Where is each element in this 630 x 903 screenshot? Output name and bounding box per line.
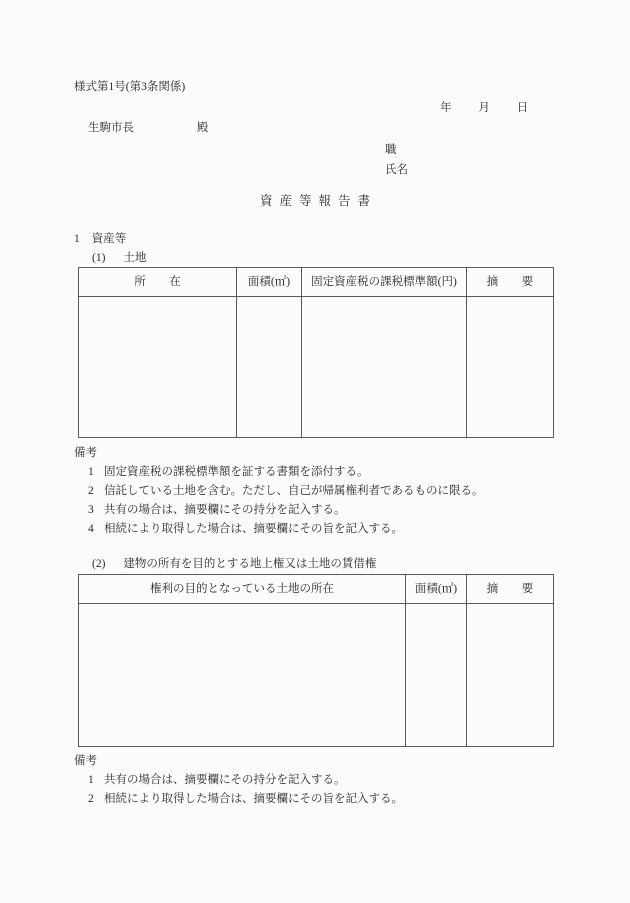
- column-header-tax-base: 固定資産税の課税標準額(円): [302, 268, 467, 297]
- subsection-label: 土地: [123, 252, 147, 264]
- remarks-list: [74, 771, 403, 809]
- column-header-remarks: 摘 要: [467, 268, 554, 297]
- subsection-heading-land: [92, 249, 146, 265]
- column-header-area: 面積(㎡): [406, 575, 467, 604]
- date-year-label: 年: [440, 102, 452, 114]
- remark-text: 信託している土地を含む。ただし、自己が帰属権利者であるものに限る。: [104, 485, 484, 497]
- table-header-row: [79, 575, 554, 604]
- rights-remarks: [74, 752, 403, 809]
- cell-tax-base[interactable]: [302, 297, 467, 438]
- rights-table: [78, 574, 554, 747]
- remarks-title: 備考: [74, 755, 97, 767]
- submitter-name-label: 氏名: [385, 164, 408, 176]
- addressee-name: 生駒市長: [88, 122, 134, 134]
- form-number: 様式第1号(第3条関係): [74, 81, 186, 93]
- list-item: [74, 790, 403, 809]
- list-item: [74, 463, 484, 482]
- column-header-right-location: 権利の目的となっている土地の所在: [79, 575, 406, 604]
- table-header-row: [79, 268, 554, 297]
- date-day-label: 日: [516, 102, 529, 114]
- addressee-honorific: 殿: [196, 122, 209, 134]
- page-title: 資産等報告書: [259, 194, 377, 208]
- remarks-list: [74, 463, 484, 539]
- remark-index: 4: [88, 523, 94, 535]
- list-item: [74, 771, 403, 790]
- remark-text: 共有の場合は、摘要欄にその持分を記入する。: [104, 774, 346, 786]
- addressee-line: [88, 119, 208, 135]
- subsection-number: (1): [92, 252, 106, 264]
- subsection-heading-rights: [92, 555, 376, 571]
- cell-location[interactable]: [79, 297, 237, 438]
- land-remarks: [74, 444, 484, 539]
- cell-area[interactable]: [237, 297, 302, 438]
- remark-text: 固定資産税の課税標準額を証する書類を添付する。: [104, 466, 369, 478]
- remark-index: 1: [88, 466, 94, 478]
- section-heading-assets: [74, 230, 126, 246]
- column-header-remarks: 摘 要: [467, 575, 554, 604]
- cell-remarks[interactable]: [467, 604, 554, 747]
- cell-remarks[interactable]: [467, 297, 554, 438]
- land-table: [78, 267, 554, 438]
- list-item: [74, 520, 484, 539]
- list-item: [74, 482, 484, 501]
- table-row: [79, 604, 554, 747]
- cell-area[interactable]: [406, 604, 467, 747]
- column-header-area: 面積(㎡): [237, 268, 302, 297]
- remark-index: 1: [88, 774, 94, 786]
- section-number: 1: [74, 233, 80, 245]
- list-item: [74, 501, 484, 520]
- section-label: 資産等: [91, 233, 127, 245]
- remark-text: 相続により取得した場合は、摘要欄にその旨を記入する。: [104, 793, 403, 805]
- date-line: [440, 99, 528, 115]
- cell-right-location[interactable]: [79, 604, 406, 747]
- subsection-number: (2): [92, 558, 106, 570]
- remark-index: 2: [88, 793, 94, 805]
- remarks-title: 備考: [74, 447, 97, 459]
- remark-index: 3: [88, 504, 94, 516]
- remark-index: 2: [88, 485, 94, 497]
- remark-text: 相続により取得した場合は、摘要欄にその旨を記入する。: [104, 523, 403, 535]
- date-month-label: 月: [478, 102, 490, 114]
- remark-text: 共有の場合は、摘要欄にその持分を記入する。: [104, 504, 346, 516]
- subsection-label: 建物の所有を目的とする地上権又は土地の賃借権: [123, 558, 377, 570]
- submitter-block: [385, 140, 408, 180]
- table-row: [79, 297, 554, 438]
- column-header-location: 所 在: [79, 268, 237, 297]
- submitter-position-label: 職: [385, 144, 397, 156]
